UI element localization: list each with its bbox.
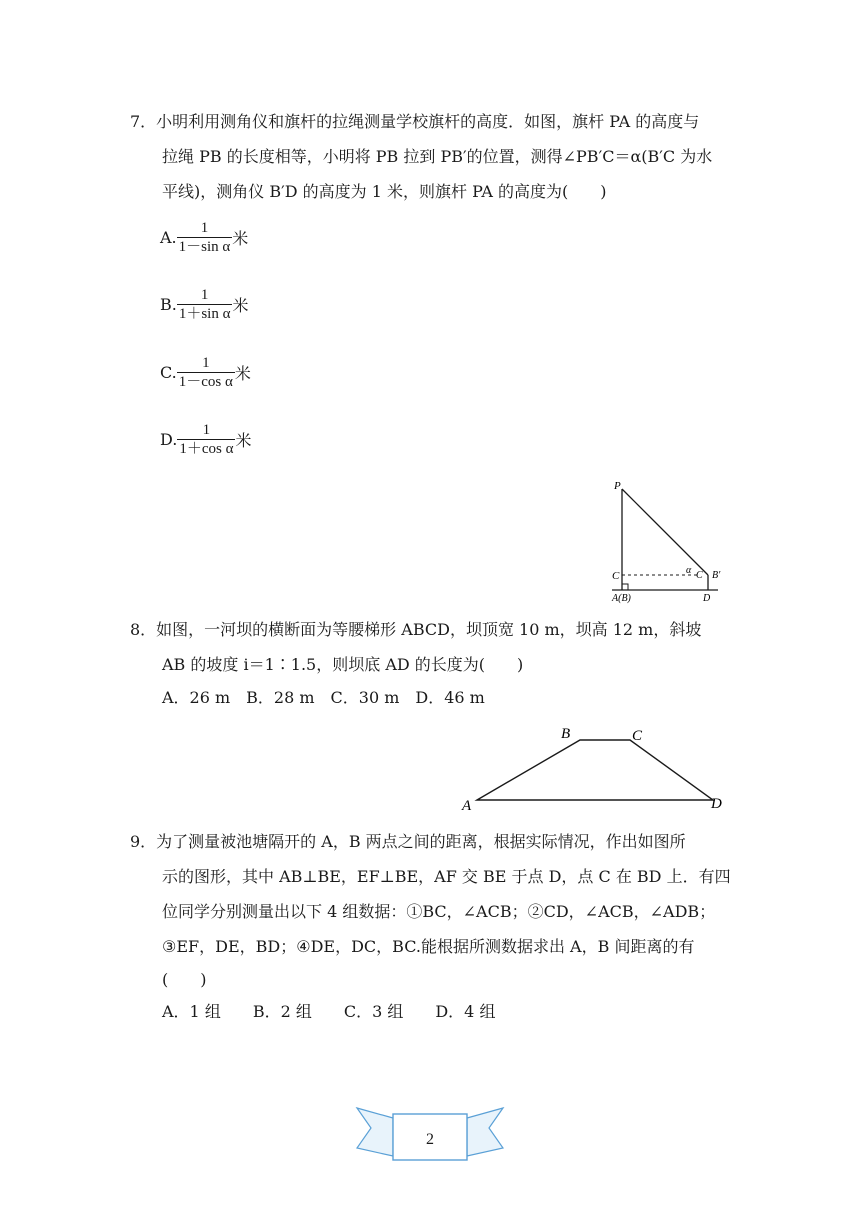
fraction-numerator: 1: [202, 422, 211, 438]
q9-text-line-4: ③EF，DE，BD；④DE，DC，BC.能根据所测数据求出 A，B 间距离的有: [162, 937, 695, 956]
q9-options: A．1 组 B．2 组 C．3 组 D．4 组: [162, 1002, 496, 1021]
q7-option-d: [160, 421, 251, 458]
q8-dam-figure: [455, 718, 735, 816]
label-d: D: [703, 593, 711, 604]
q7-text-line-1: 7．小明利用测角仪和旗杆的拉绳测量学校旗杆的高度．如图，旗杆 PA 的高度与: [130, 112, 700, 131]
label-p: P: [614, 480, 621, 492]
fraction-denominator: 1－cos α: [178, 374, 233, 390]
fraction-denominator: 1－sin α: [178, 239, 231, 255]
trapezoid-abcd: [477, 740, 713, 800]
q9-text-line-2: 示的图形，其中 AB⊥BE，EF⊥BE，AF 交 BE 于点 D，点 C 在 BD 上．有四: [162, 867, 731, 886]
fraction-denominator: 1＋sin α: [178, 306, 231, 322]
label-d: D: [711, 796, 722, 812]
q7-option-b: [160, 286, 248, 323]
option-label: D.: [160, 430, 178, 449]
q9-text-line-5: ( ): [162, 970, 207, 989]
q8-text-line-1: 8．如图，一河坝的横断面为等腰梯形 ABCD，坝顶宽 10 m，坝高 12 m，斜坡: [130, 620, 702, 639]
q7-flagpole-figure: [600, 475, 740, 605]
fraction-denominator: 1＋cos α: [179, 441, 234, 457]
q9-text-line-3: 位同学分别测量出以下 4 组数据：①BC，∠ACB；②CD，∠ACB，∠ADB；: [162, 902, 716, 921]
page-number-ribbon: [355, 1102, 505, 1164]
fraction-numerator: 1: [200, 287, 209, 303]
q7-option-a: [160, 219, 248, 256]
fraction-numerator: 1: [200, 220, 209, 236]
page-number: 2: [426, 1131, 434, 1148]
label-c-right: C: [696, 570, 703, 581]
label-a-b: A(B): [612, 593, 631, 604]
option-label: C.: [160, 363, 177, 382]
label-a: A: [462, 798, 472, 814]
q7-option-c: [160, 354, 251, 391]
label-b-prime: B′: [712, 570, 721, 581]
label-c-left: C: [612, 570, 620, 582]
option-label: B.: [160, 295, 177, 314]
ribbon-left-tail: [357, 1108, 393, 1156]
right-angle-mark: [622, 584, 628, 590]
option-unit: 米: [234, 364, 251, 383]
q8-text-line-2: AB 的坡度 i＝1∶1.5，则坝底 AD 的长度为( ): [162, 655, 524, 674]
option-unit: 米: [232, 296, 249, 315]
option-label: A.: [160, 228, 177, 247]
label-c: C: [632, 728, 643, 744]
label-b: B: [561, 726, 571, 742]
label-alpha: α: [686, 565, 692, 576]
option-unit: 米: [235, 431, 252, 450]
q7-text-line-2: 拉绳 PB 的长度相等，小明将 PB 拉到 PB′的位置，测得∠PB′C＝α(B′C 为水: [162, 147, 713, 166]
fraction-numerator: 1: [202, 355, 210, 371]
rope-line: [622, 489, 708, 575]
q7-text-line-3: 平线)，测角仪 B′D 的高度为 1 米，则旗杆 PA 的高度为( ): [162, 182, 607, 201]
q9-text-line-1: 9．为了测量被池塘隔开的 A，B 两点之间的距离，根据实际情况，作出如图所: [130, 832, 686, 851]
option-unit: 米: [232, 229, 249, 248]
q8-options: A．26 m B．28 m C．30 m D．46 m: [162, 688, 485, 707]
ribbon-right-tail: [467, 1108, 503, 1156]
